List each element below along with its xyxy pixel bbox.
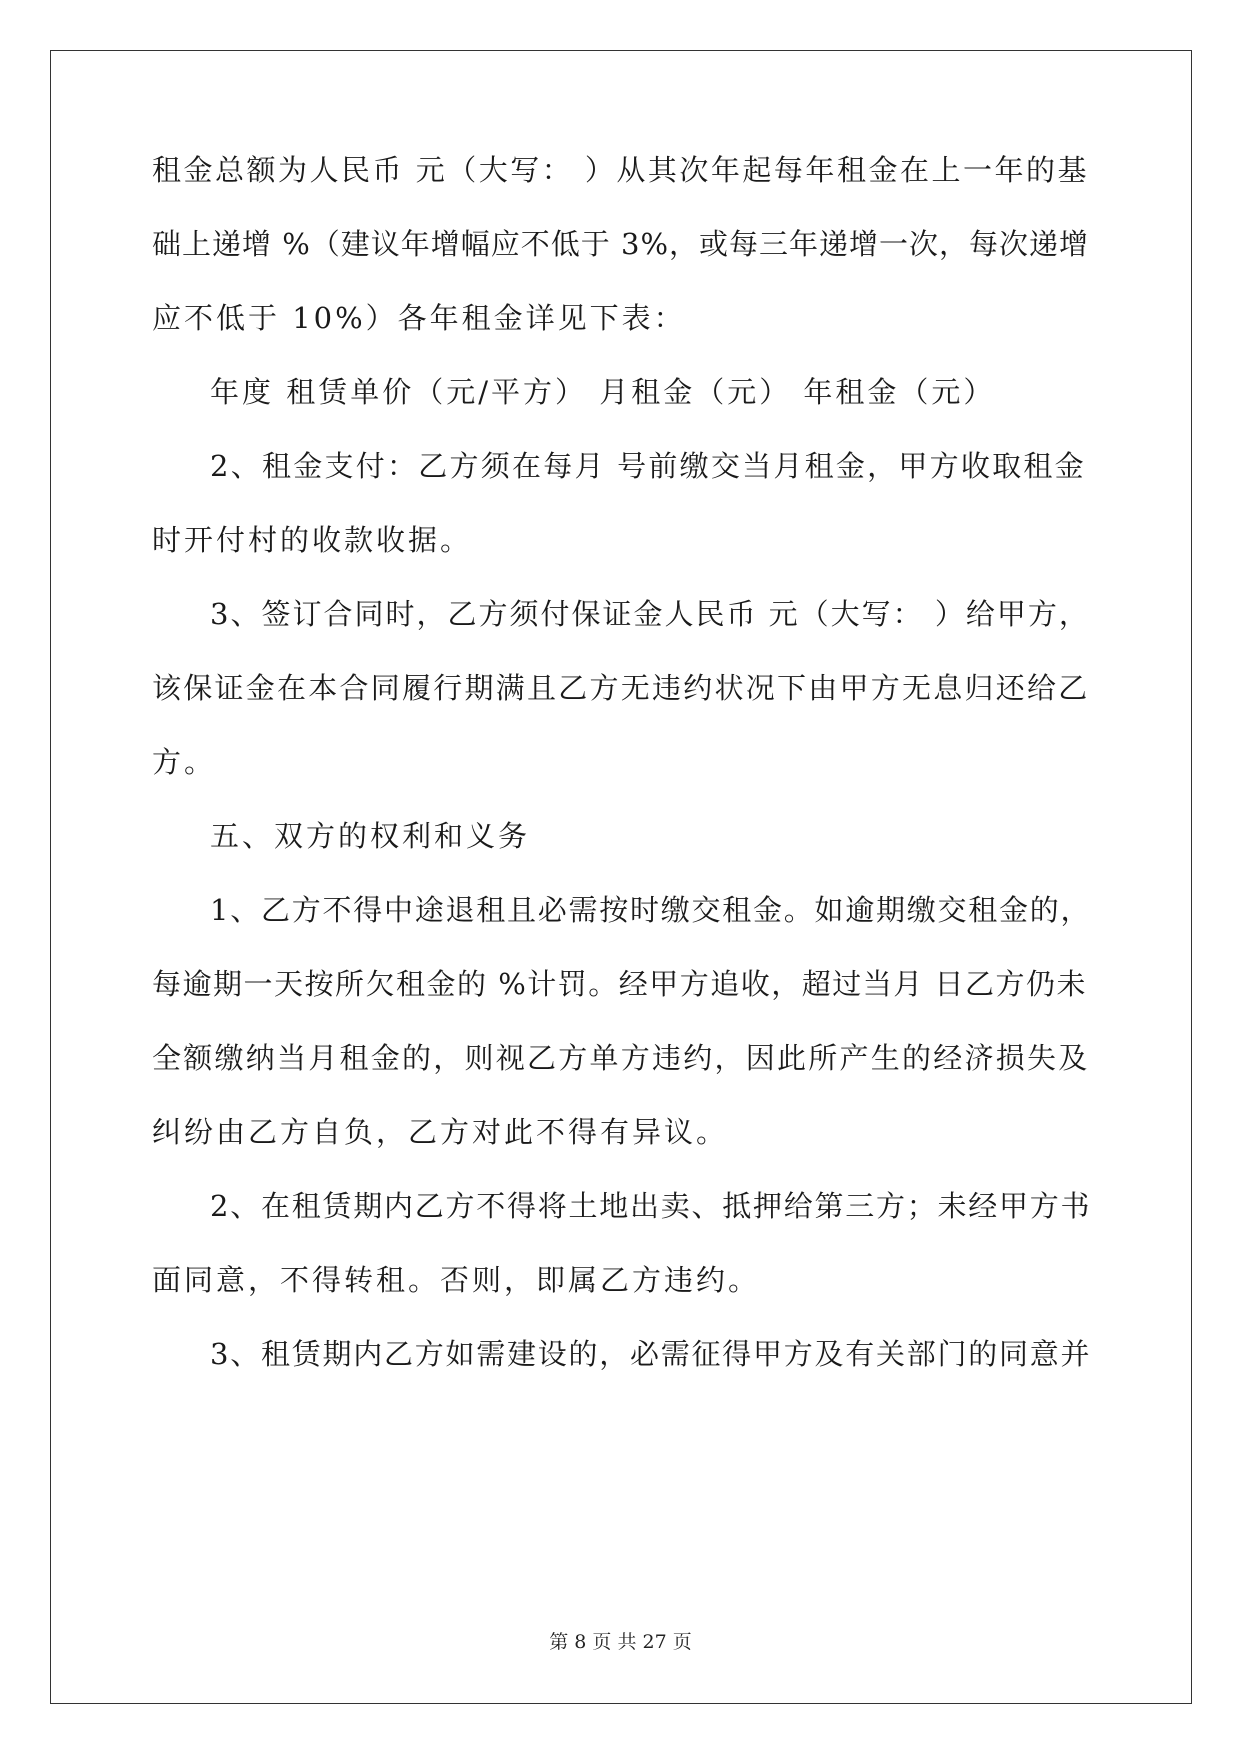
paragraph-start: 3、签订合同时，乙方须付保证金人民币 元（大写： ）给甲方， [210,597,1090,631]
text-line: 该保证金在本合同履行期满且乙方无违约状况下由甲方无息归还给乙 [152,671,1090,705]
paragraph-start: 2、租金支付：乙方须在每月 号前缴交当月租金，甲方收取租金 [210,449,1086,483]
paragraph-start: 1、乙方不得中途退租且必需按时缴交租金。如逾期缴交租金的， [210,893,1092,927]
paragraph-start: 3、租赁期内乙方如需建设的，必需征得甲方及有关部门的同意并 [210,1337,1092,1371]
text-line: 方。 [152,745,217,779]
paragraph-start: 2、在租赁期内乙方不得将土地出卖、抵押给第三方；未经甲方书 [210,1189,1092,1223]
text-line: 础上递增 %（建议年增幅应不低于 3%，或每三年递增一次，每次递增 [152,227,1089,261]
text-line: 纠纷由乙方自负，乙方对此不得有异议。 [152,1115,729,1149]
page-number-footer: 第 8 页 共 27 页 [549,1631,692,1653]
text-line: 时开付村的收款收据。 [152,523,473,557]
text-line: 面同意，不得转租。否则，即属乙方违约。 [152,1263,761,1297]
table-header-line: 年度 租赁单价（元/平方） 月租金（元） 年租金（元） [210,375,996,409]
text-line: 租金总额为人民币 元（大写： ）从其次年起每年租金在上一年的基 [152,153,1089,187]
text-line: 应不低于 10%）各年租金详见下表： [152,301,686,335]
text-line: 每逾期一天按所欠租金的 %计罚。经甲方追收，超过当月 日乙方仍未 [152,967,1087,1001]
section-heading: 五、双方的权利和义务 [210,819,531,853]
text-line: 全额缴纳当月租金的，则视乙方单方违约，因此所产生的经济损失及 [152,1041,1090,1075]
